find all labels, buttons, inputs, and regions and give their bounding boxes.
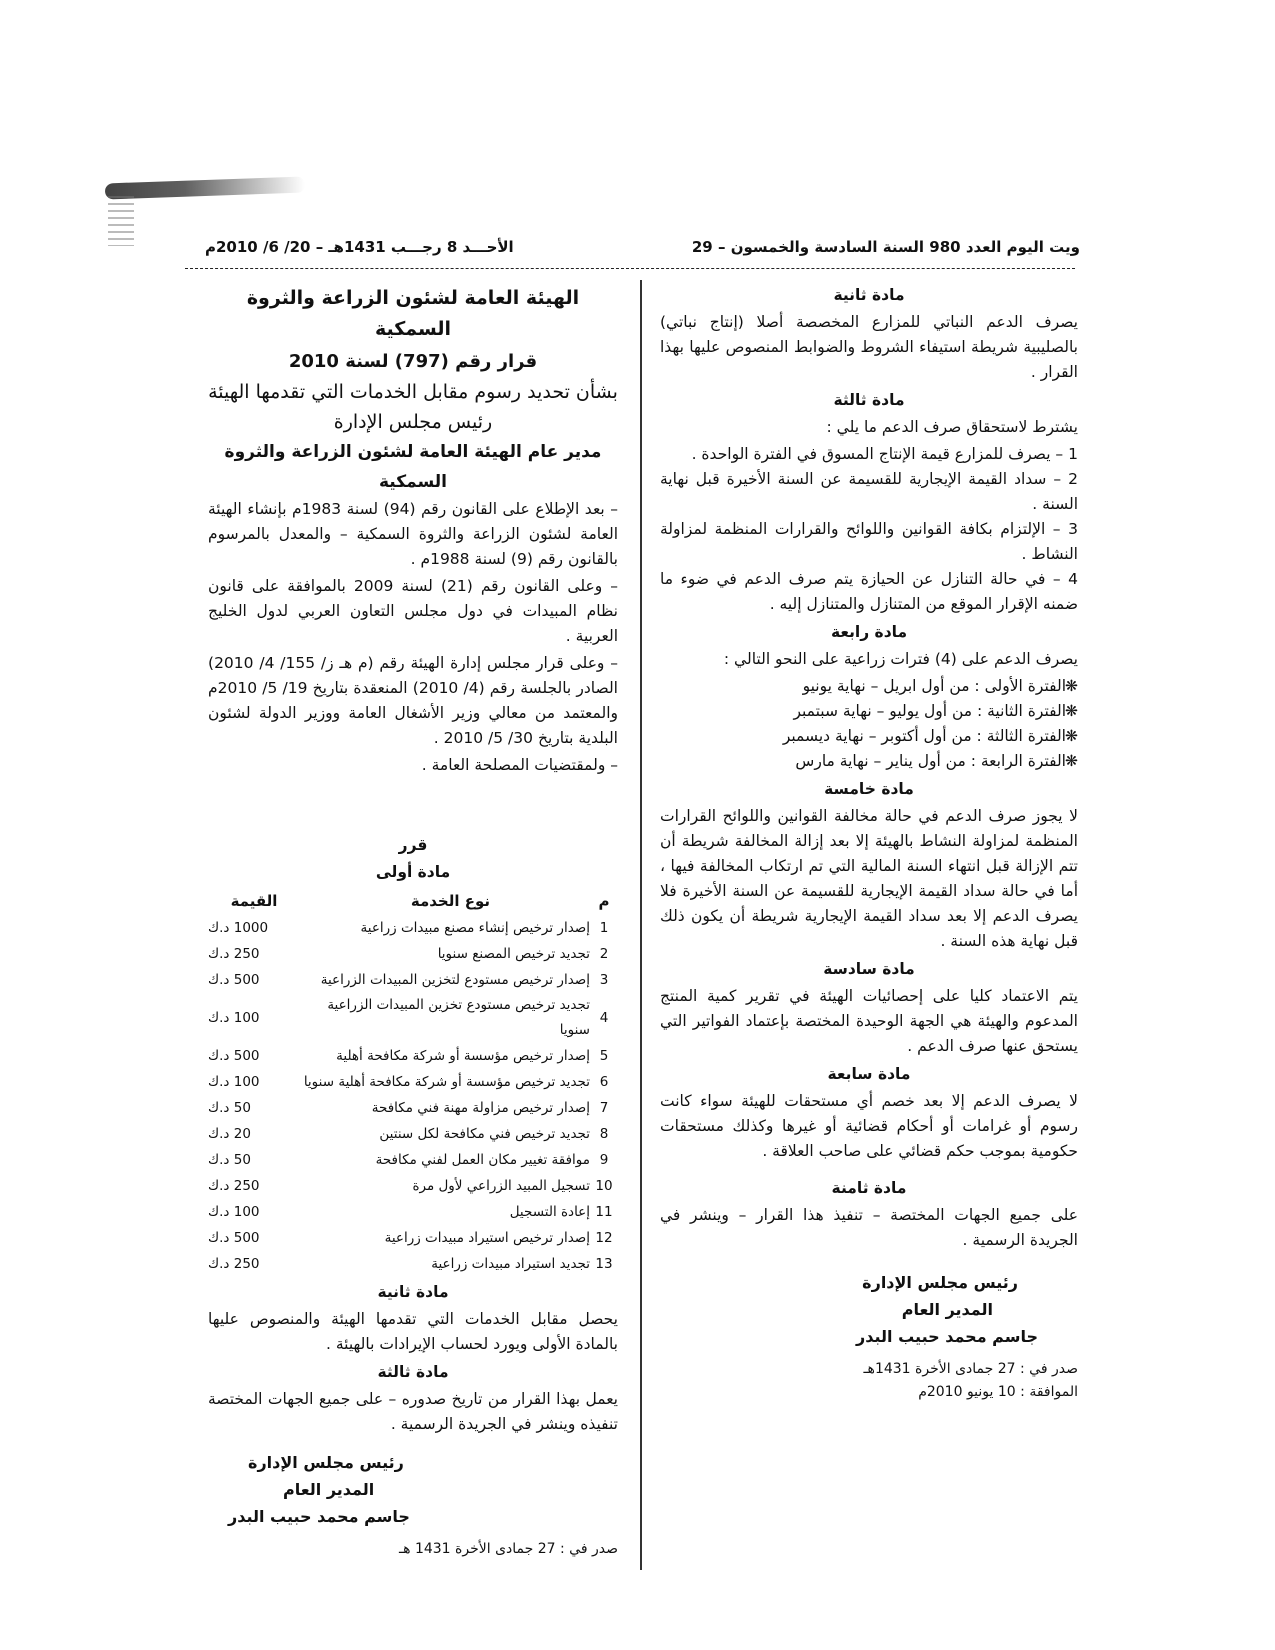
service-cell: تجديد ترخيص فني مكافحة لكل سنتين [379,1125,590,1142]
fee-cell: 100 د.ك [208,1073,260,1090]
decision-number: قرار رقم (797) لسنة 2010 [288,351,538,372]
row-number: 12 [595,1229,613,1246]
fee-cell: 100 د.ك [208,1203,260,1220]
article-title: مادة ثالثة [833,391,905,409]
row-number: 7 [599,1099,609,1116]
table-row [208,1251,618,1277]
row-number: 13 [595,1255,613,1272]
header-divider [185,268,1075,269]
row-number: 2 [599,945,609,962]
row-number: 8 [599,1125,609,1142]
article-title: مادة خامسة [824,780,914,798]
article-text: لا يصرف الدعم إلا بعد خصم أي مستحقات للهيئة سواء كانت رسوم أو غرامات أو أحكام قضائية أو غيرها وكذلك مستحقات حكومية بموجب حكم قضائي على صاحب العلاقة . [660,1092,1078,1160]
scan-specks [108,196,134,246]
period-text: الفترة الأولى : من أول ابريل – نهاية يونيو [802,677,1066,695]
fees-table [208,887,618,1277]
fee-cell: 500 د.ك [208,1047,260,1064]
table-row [208,993,618,1043]
article-text: يصرف الدعم النباتي للمزارع المخصصة أصلا (إنتاج نباتي) بالصليبية شريطة استيفاء الشروط والضوابط المنصوص عليها بهذا القرار . [660,313,1078,381]
fee-cell: 50 د.ك [208,1151,251,1168]
left-column [208,280,618,1561]
article-title: مادة ثالثة [377,1363,449,1381]
row-number: 5 [599,1047,609,1064]
period-text: الفترة الثانية : من أول يوليو – نهاية سبتمبر [793,702,1066,720]
fee-cell: 250 د.ك [208,945,260,962]
service-cell: إصدار ترخيص مستودع لتخزين المبيدات الزراعية [320,971,590,988]
article-intro: يصرف الدعم على (4) فترات زراعية على النحو التالي : [723,650,1078,668]
scan-smudge [105,177,305,200]
fee-cell: 250 د.ك [208,1255,260,1272]
fee-cell: 500 د.ك [208,971,260,988]
article-intro: يشترط لاستحقاق صرف الدعم ما يلي : [826,418,1078,436]
list-item: 3 – الإلتزام بكافة القوانين واللوائح والقرارات المنظمة لمزاولة النشاط . [660,520,1078,563]
signature-name: جاسم محمد حبيب البدر [228,1507,410,1526]
article-title: مادة ثانية [377,1283,449,1301]
table-row [208,1147,618,1173]
row-number: 11 [595,1203,613,1220]
period-text: الفترة الثالثة : من أول أكتوبر – نهاية ديسمبر [782,727,1066,745]
table-row [208,1095,618,1121]
right-column [660,280,1078,1404]
fee-cell: 1000 د.ك [208,919,269,936]
bullet-icon: ❋ [1065,677,1078,695]
row-number: 1 [599,919,609,936]
fee-cell: 500 د.ك [208,1229,260,1246]
issue-date: صدر في : 27 جمادى الأخرة 1431هـ [863,1361,1078,1377]
service-cell: تجديد استيراد مبيدات زراعية [431,1255,590,1272]
header-issue: ويت اليوم العدد 980 السنة السادسة والخمسون – 29 [691,238,1080,256]
table-row [208,915,618,941]
list-item: 2 – سداد القيمة الإيجارية للقسيمة عن السنة الأخيرة قبل نهاية السنة . [660,470,1078,513]
service-cell: تجديد ترخيص المصنع سنويا [437,945,590,962]
table-row [208,967,618,993]
article-text: يعمل بهذا القرار من تاريخ صدوره – على جميع الجهات المختصة تنفيذه وينشر في الجريدة الرسمية . [208,1390,618,1433]
signature-title: رئيس مجلس الإدارة [248,1453,404,1472]
board-chair: رئيس مجلس الإدارة [333,411,493,433]
list-item [660,724,1078,749]
fee-cell: 100 د.ك [208,1009,260,1026]
row-number: 9 [599,1151,609,1168]
table-row [208,941,618,967]
period-text: الفترة الرابعة : من أول يناير – نهاية مارس [795,752,1066,770]
article-text: لا يجوز صرف الدعم في حالة مخالفة القوانين واللوائح القرارات المنظمة لمزاولة النشاط بالهيئة إلا بعد إزالة المخالفة شريطة أن تتم الإزالة قبل انتهاء السنة المالية التي تم ارتكاب المخالفة فيها ، أما في حالة سداد القيمة الإيجارية للقسيمة عن السنة الأخيرة فلا يصرف الدعم إلا بعد سداد القيمة الإيجارية شريطة أن يكون ذلك قبل نهاية هذه السنة . [660,807,1078,950]
signature-role: المدير العام [283,1480,375,1499]
service-cell: تجديد ترخيص مستودع تخزين المبيدات الزراعية سنويا [327,997,590,1038]
preamble-item: – بعد الإطلاع على القانون رقم (94) لسنة 1983م بإنشاء الهيئة العامة لشئون الزراعة والثروة السمكية – والمعدل بالمرسوم بالقانون رقم (9) لسنة 1988م . [208,500,618,568]
service-cell: تسجيل المبيد الزراعي لأول مرة [412,1177,590,1194]
service-cell: تجديد ترخيص مؤسسة أو شركة مكافحة أهلية سنويا [303,1073,590,1090]
row-number: 4 [599,1009,609,1026]
article-text: يحصل مقابل الخدمات التي تقدمها الهيئة والمنصوص عليها بالمادة الأولى ويورد لحساب الإيرادات بالهيئة . [208,1310,618,1353]
director-title: مدير عام الهيئة العامة لشئون الزراعة والثروة السمكية [224,442,602,492]
list-item [660,674,1078,699]
preamble-item: – وعلى القانون رقم (21) لسنة 2009 بالموافقة على قانون نظام المبيدات في دول مجلس التعاون العربي لدول الخليج العربية . [208,577,618,645]
list-item: 1 – يصرف للمزارع قيمة الإنتاج المسوق في الفترة الواحدة . [691,445,1078,463]
list-item [660,749,1078,774]
table-header-row [208,887,618,915]
article-title: مادة ثامنة [831,1179,907,1197]
table-row [208,1199,618,1225]
row-number: 6 [599,1073,609,1090]
row-number: 10 [595,1177,613,1194]
table-row [208,1069,618,1095]
fee-cell: 250 د.ك [208,1177,260,1194]
service-cell: إصدار ترخيص مؤسسة أو شركة مكافحة أهلية [336,1047,590,1064]
signature-title: رئيس مجلس الإدارة [862,1273,1018,1292]
bullet-icon: ❋ [1065,752,1078,770]
header-date: الأحـــد 8 رجـــب 1431هـ – 20/ 6/ 2010م [205,238,514,256]
fee-cell: 50 د.ك [208,1099,251,1116]
corresponding-date: الموافقة : 10 يونيو 2010م [918,1384,1078,1400]
table-row [208,1043,618,1069]
row-number: 3 [599,971,609,988]
decides-heading: قرر [398,836,428,854]
article-title: مادة سادسة [823,960,915,978]
service-cell: إعادة التسجيل [509,1203,590,1220]
list-item: 4 – في حالة التنازل عن الحيازة يتم صرف الدعم في ضوء ما ضمنه الإقرار الموقع من المتنازل والمتنازل إليه . [660,570,1078,613]
column-divider [640,280,642,1570]
issue-date: صدر في : 27 جمادى الأخرة 1431 هـ [399,1541,618,1557]
column-header: نوع الخدمة [410,891,490,910]
article-title: مادة سابعة [827,1065,911,1083]
table-row [208,1121,618,1147]
article-title: مادة ثانية [833,286,905,304]
service-cell: إصدار ترخيص إنشاء مصنع مبيدات زراعية [360,919,590,936]
decision-subject: بشأن تحديد رسوم مقابل الخدمات التي تقدمها الهيئة [208,381,618,403]
signature-role: المدير العام [901,1300,993,1319]
article-text: على جميع الجهات المختصة – تنفيذ هذا القرار – وينشر في الجريدة الرسمية . [660,1206,1078,1249]
fee-cell: 20 د.ك [208,1125,251,1142]
article-title: مادة أولى [375,863,451,881]
article-text: يتم الاعتماد كليا على إحصائيات الهيئة في تقرير كمية المنتج المدعوم والهيئة هي الجهة الوحيدة المختصة بإعتماد الفواتير التي يستحق عنها صرف الدعم . [660,987,1078,1055]
preamble-item: – وعلى قرار مجلس إدارة الهيئة رقم (م هـ ز/ 155/ 4/ 2010) الصادر بالجلسة رقم (4/ 2010) المنعقدة بتاريخ 19/ 5/ 2010م والمعتمد من معالي وزير الأشغال العامة ووزير الدولة لشئون البلدية بتاريخ 30/ 5/ 2010 . [208,654,618,747]
service-cell: إصدار ترخيص استيراد مبيدات زراعية [384,1229,590,1246]
signature-name: جاسم محمد حبيب البدر [856,1327,1038,1346]
service-cell: موافقة تغيير مكان العمل لفني مكافحة [375,1151,590,1168]
column-header: القيمة [230,891,278,910]
article-title: مادة رابعة [830,623,908,641]
list-item [660,699,1078,724]
column-header: م [598,891,610,910]
bullet-icon: ❋ [1065,727,1078,745]
table-row [208,1173,618,1199]
authority-title: الهيئة العامة لشئون الزراعة والثروة السمكية [246,287,580,340]
preamble-item: – ولمقتضيات المصلحة العامة . [421,756,618,774]
bullet-icon: ❋ [1065,702,1078,720]
service-cell: إصدار ترخيص مزاولة مهنة فني مكافحة [371,1099,590,1116]
table-row [208,1225,618,1251]
